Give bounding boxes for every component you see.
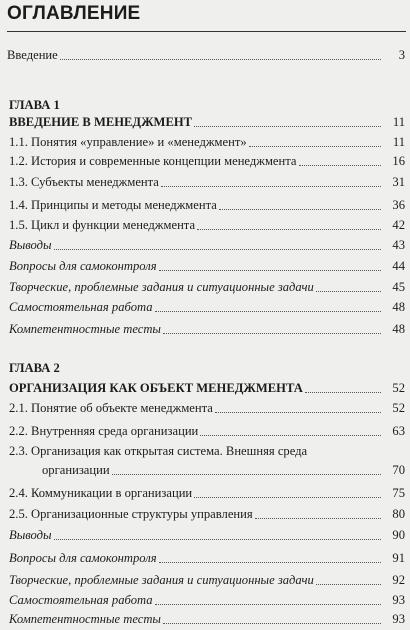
entry-title: Выводы [9,528,52,542]
toc-entry[interactable] [0,523,410,543]
dot-leader [163,333,381,334]
entry-page: 44 [392,259,405,273]
entry-page: 48 [392,322,405,336]
toc-heading: ОГЛАВЛЕНИЕ [7,3,141,24]
toc-entry[interactable] [0,275,410,295]
dot-leader [54,249,381,250]
entry-page: 11 [392,135,405,149]
toc-entry[interactable] [0,149,410,169]
dot-leader [194,497,381,498]
entry-title: Введение [7,48,58,62]
heading-rule [7,31,406,32]
entry-page: 93 [392,612,405,626]
toc-entry[interactable] [0,170,410,190]
toc-entry[interactable] [0,254,410,274]
entry-page: 42 [392,218,405,232]
entry-page: 45 [392,280,405,294]
chapter-1-label: ГЛАВА 1 [9,98,60,112]
entry-page: 52 [392,381,405,395]
dot-leader [155,311,381,312]
chapter-2-label: ГЛАВА 2 [9,361,60,375]
entry-title: Вопросы для самоконтроля [9,551,157,565]
dot-leader [159,270,381,271]
entry-page: 63 [392,424,405,438]
entry-title: 2.2. Внутренняя среда организации [9,424,199,438]
dot-leader [163,623,381,624]
dot-leader [159,562,381,563]
entry-page: 36 [392,198,405,212]
entry-title: 1.5. Цикл и функции менеджмента [9,218,196,232]
toc-entry[interactable] [0,213,410,233]
dot-leader [299,165,381,166]
chapter-2-title[interactable] [0,376,410,396]
entry-title: 2.5. Организационные структуры управления [9,507,253,521]
entry-title: ОРГАНИЗАЦИЯ КАК ОБЪЕКТ МЕНЕДЖМЕНТА [9,381,303,395]
toc-entry[interactable] [0,317,410,337]
entry-title: Компетентностные тесты [9,322,161,336]
toc-entry[interactable] [0,568,410,588]
dot-leader [60,59,381,60]
chapter-1-title[interactable] [0,110,410,130]
dot-leader [215,412,381,413]
entry-title: 2.4. Коммуникации в организации [9,486,193,500]
toc-entry[interactable] [0,396,410,416]
toc-entry[interactable] [0,546,410,566]
dot-leader [54,539,381,540]
entry-title-line2: организации [42,463,110,477]
entry-title: 2.1. Понятие об объекте менеджмента [9,401,213,415]
toc-entry[interactable] [0,295,410,315]
toc-entry[interactable] [0,193,410,213]
entry-page: 11 [392,115,405,129]
entry-title: 1.3. Субъекты менеджмента [9,175,159,189]
entry-page: 80 [392,507,405,521]
dot-leader [249,146,381,147]
toc-entry[interactable] [0,607,410,627]
dot-leader [255,518,381,519]
toc-entry[interactable] [0,588,410,608]
toc-entry[interactable] [0,502,410,522]
dot-leader [197,229,381,230]
toc-entry[interactable] [0,233,410,253]
dot-leader [316,584,381,585]
entry-title: Творческие, проблемные задания и ситуационные задачи [9,280,314,294]
entry-page: 3 [398,48,405,62]
entry-page: 16 [392,154,405,168]
entry-title-line1: 2.3. Организация как открытая система. Внешняя среда [9,444,308,458]
entry-title: 1.4. Принципы и методы менеджмента [9,198,217,212]
dot-leader [112,474,381,475]
entry-title: Творческие, проблемные задания и ситуационные задачи [9,573,314,587]
entry-title: 1.2. История и современные концепции менеджмента [9,154,297,168]
dot-leader [219,209,381,210]
toc-entry[interactable] [0,130,410,150]
dot-leader [200,435,381,436]
entry-page: 52 [392,401,405,415]
entry-page: 91 [392,551,405,565]
entry-page: 48 [392,300,405,314]
entry-title: Самостоятельная работа [9,593,153,607]
entry-page: 43 [392,238,405,252]
entry-page: 90 [392,528,405,542]
entry-title: 1.1. Понятия «управление» и «менеджмент» [9,135,247,149]
entry-page: 93 [392,593,405,607]
toc-entry-intro[interactable] [0,43,410,63]
entry-title: Самостоятельная работа [9,300,153,314]
entry-title: ВВЕДЕНИЕ В МЕНЕДЖМЕНТ [9,115,193,129]
toc-entry[interactable] [0,419,410,439]
entry-page: 75 [392,486,405,500]
entry-page: 31 [392,175,405,189]
entry-title: Выводы [9,238,52,252]
dot-leader [155,604,381,605]
dot-leader [316,291,381,292]
toc-entry[interactable] [0,481,410,501]
dot-leader [194,126,381,127]
entry-page: 92 [392,573,405,587]
dot-leader [305,392,381,393]
entry-title: Компетентностные тесты [9,612,161,626]
entry-title: Вопросы для самоконтроля [9,259,157,273]
entry-page: 70 [392,463,405,477]
toc-entry-wrapped[interactable] [0,442,410,480]
entry-line2 [0,458,410,478]
dot-leader [161,186,381,187]
